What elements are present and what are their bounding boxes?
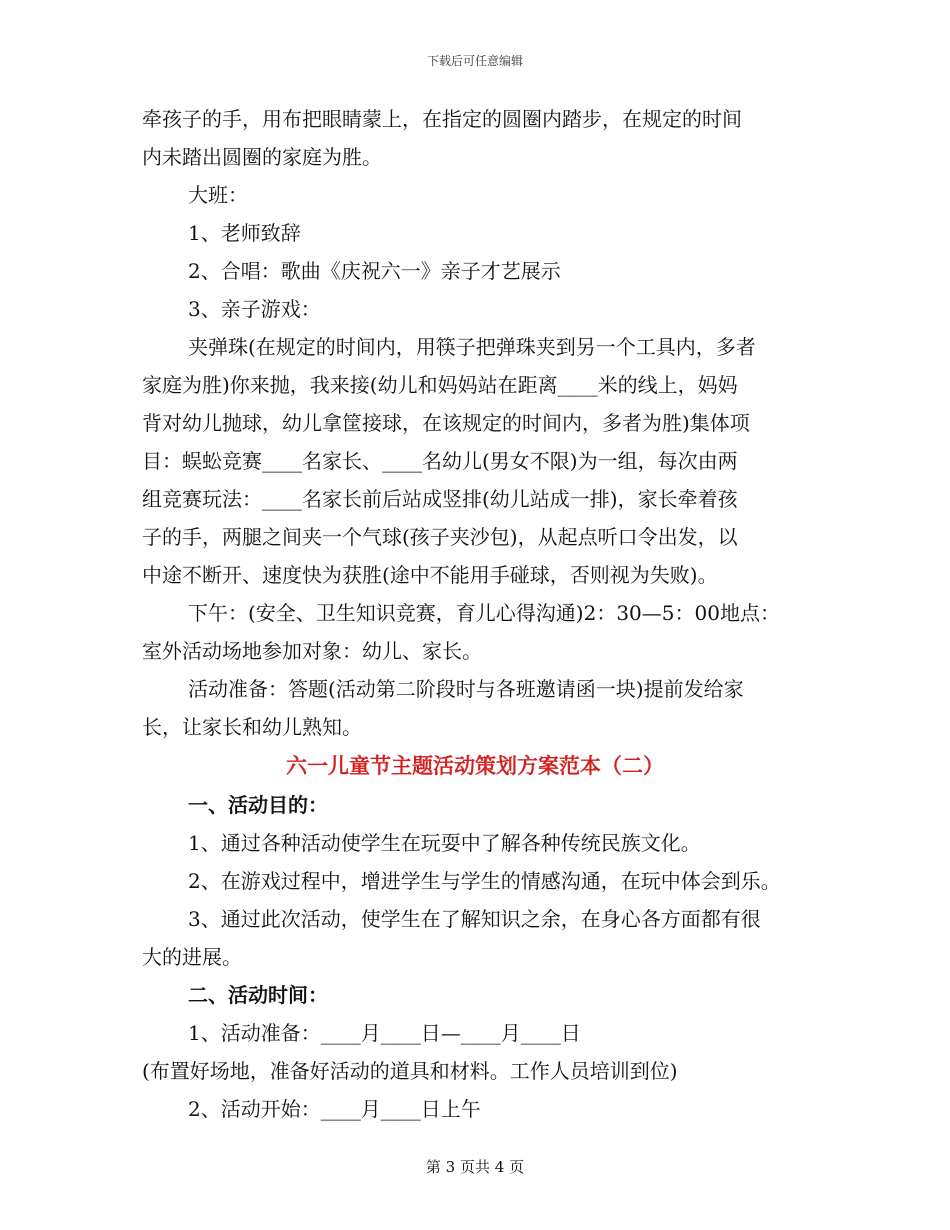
paragraph-line: 内未踏出圆圈的家庭为胜。 <box>142 145 382 169</box>
section-heading: 二、活动时间： <box>188 983 328 1007</box>
document-body <box>142 100 822 1128</box>
header-note: 下载后可任意编辑 <box>426 54 523 68</box>
page-number: 第 3 页共 4 页 <box>425 1158 525 1176</box>
list-item: 3、亲子游戏： <box>188 297 321 321</box>
section-heading: 一、活动目的： <box>188 793 328 817</box>
paragraph-line: 牵孩子的手，用布把眼睛蒙上，在指定的圆圈内踏步，在规定的时间 <box>142 107 742 131</box>
paragraph-line: (布置好场地，准备好活动的道具和材料。工作人员培训到位) <box>142 1059 678 1083</box>
section-title: 六一儿童节主题活动策划方案范本（二） <box>286 753 664 778</box>
list-item: 2、合唱：歌曲《庆祝六一》亲子才艺展示 <box>188 259 561 283</box>
list-item: 2、在游戏过程中，增进学生与学生的情感沟通，在玩中体会到乐。 <box>188 869 781 893</box>
list-item: 1、通过各种活动使学生在玩耍中了解各种传统民族文化。 <box>188 831 701 855</box>
paragraph-line: 目：蜈蚣竞赛____名家长、____名幼儿(男女不限)为一组，每次由两 <box>142 449 738 473</box>
paragraph-line: 中途不断开、速度快为获胜(途中不能用手碰球，否则视为失败)。 <box>142 563 718 587</box>
paragraph-line: 组竞赛玩法：____名家长前后站成竖排(幼儿站成一排)，家长牵着孩 <box>142 487 738 511</box>
paragraph-line: 活动准备：答题(活动第二阶段时与各班邀请函一块)提前发给家 <box>188 677 744 701</box>
paragraph-line: 家庭为胜)你来抛，我来接(幼儿和妈妈站在距离____米的线上，妈妈 <box>142 373 738 397</box>
list-item: 1、老师致辞 <box>188 221 301 245</box>
paragraph-line: 室外活动场地参加对象：幼儿、家长。 <box>142 639 482 663</box>
paragraph-line: 下午：(安全、卫生知识竞赛，育儿心得沟通)2：30—5：00地点： <box>188 601 780 625</box>
list-item: 2、活动开始：____月____日上午 <box>188 1097 481 1121</box>
list-item: 3、通过此次活动，使学生在了解知识之余，在身心各方面都有很 <box>188 907 761 931</box>
paragraph-line: 大的进展。 <box>142 945 242 969</box>
paragraph-line: 长，让家长和幼儿熟知。 <box>142 715 362 739</box>
paragraph-line: 背对幼儿抛球，幼儿拿筐接球，在该规定的时间内，多者为胜)集体项 <box>142 411 750 435</box>
list-item: 1、活动准备：____月____日—____月____日 <box>188 1021 581 1045</box>
paragraph-line: 大班： <box>188 183 248 207</box>
paragraph-line: 子的手，两腿之间夹一个气球(孩子夹沙包)，从起点听口令出发，以 <box>142 525 738 549</box>
paragraph-line: 夹弹珠(在规定的时间内，用筷子把弹珠夹到另一个工具内，多者 <box>188 335 756 359</box>
